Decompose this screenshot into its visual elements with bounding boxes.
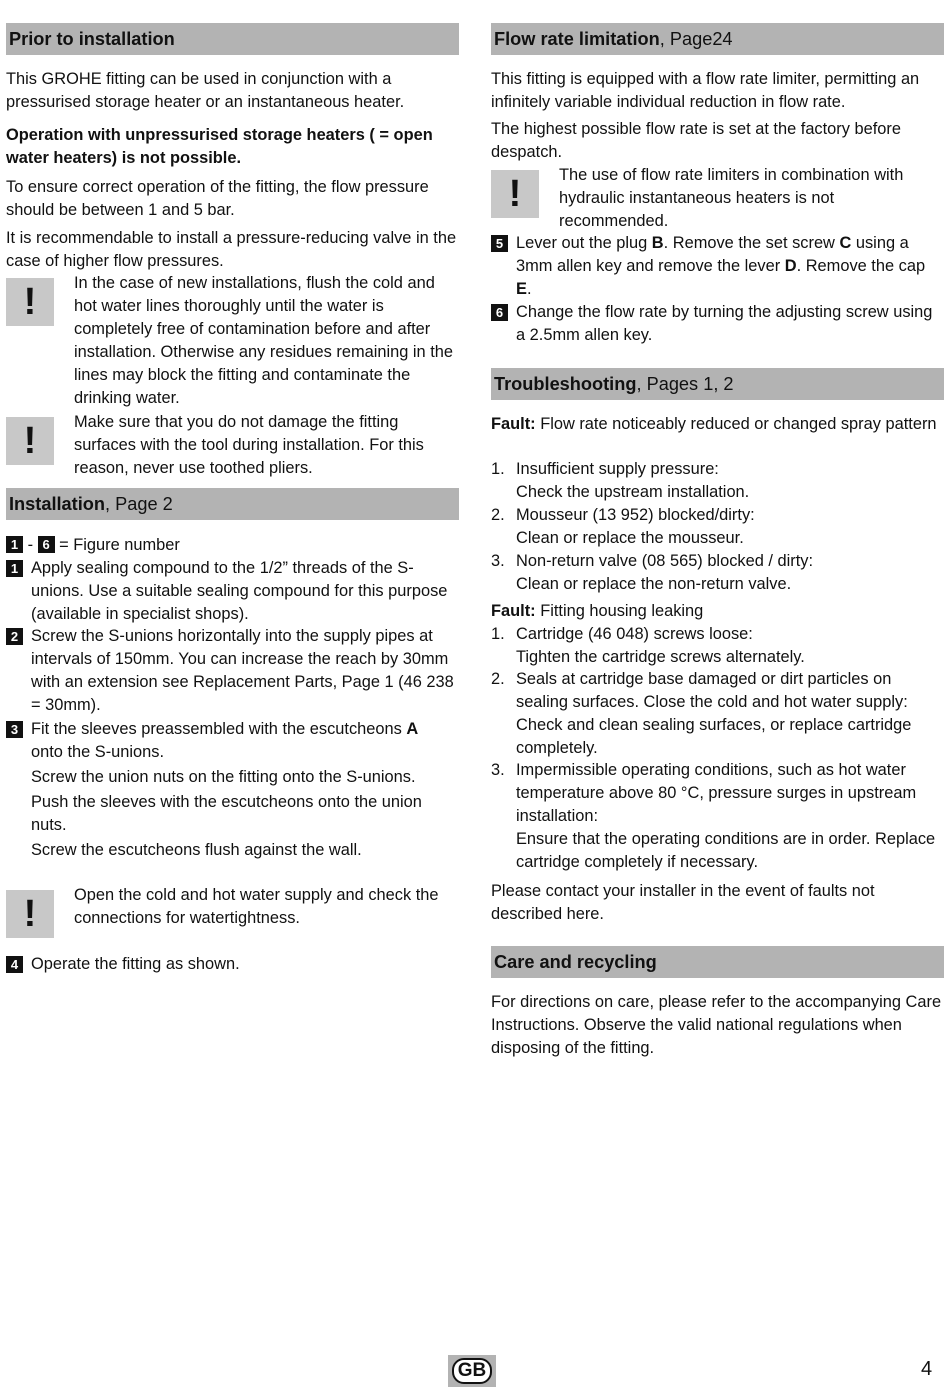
- step-6: 6 Change the flow rate by turning the adjusting screw using a 2.5mm allen key.: [491, 301, 944, 347]
- figure-badge: 1: [6, 560, 23, 577]
- fault-1: Fault: Flow rate noticeably reduced or changed spray pattern: [491, 415, 937, 433]
- step-2: 2 Screw the S-unions horizontally into the supply pipes at intervals of 150mm. You can increase the reach by 30mm with an extension see Replacement Parts, Page 1 (46 238 = 30mm).: [6, 625, 459, 717]
- figure-badge: 3: [6, 721, 23, 738]
- fault-1-item: 3. Non-return valve (08 565) blocked / dirty: Clean or replace the non-return valve.: [491, 552, 813, 593]
- fault-2-item: 1. Cartridge (46 048) screws loose: Tighten the cartridge screws alternately.: [491, 625, 805, 666]
- contact-installer: Please contact your installer in the event of faults not described here.: [491, 882, 875, 923]
- installation-heading: Installation, Page 2: [6, 488, 459, 520]
- prior-installation-heading: Prior to installation: [6, 23, 459, 55]
- warning-text-flush: In the case of new installations, flush the cold and hot water lines thoroughly until the water is completely free of contamination before and after installation. Otherwise any residues remaining in the lines may block the fitting and contaminate the drinking water.: [74, 274, 454, 407]
- step-1: 1 Apply sealing compound to the 1/2” threads of the S-unions. Use a suitable sealing compound for this purpose (available in specialist shops).: [6, 557, 459, 626]
- figure-badge: 6: [38, 536, 55, 553]
- step-5: 5 Lever out the plug B. Remove the set screw C using a 3mm allen key and remove the lever D. Remove the cap E.: [491, 232, 944, 301]
- warning-icon: !: [6, 890, 54, 938]
- step-3-flush-wall: Screw the escutcheons flush against the wall.: [31, 841, 362, 859]
- figure-badge: 6: [491, 304, 508, 321]
- care-paragraph: For directions on care, please refer to the accompanying Care Instructions. Observe the valid national regulations when disposing of the fitting.: [491, 993, 942, 1057]
- flow-paragraph-1: This fitting is equipped with a flow rate limiter, permitting an infinitely variable individual reduction in flow rate.: [491, 70, 920, 111]
- flow-paragraph-2: The highest possible flow rate is set at the factory before despatch.: [491, 120, 901, 161]
- fault-2-item: 3. Impermissible operating conditions, such as hot water temperature above 80 °C, pressure surges in upstream installation: Ensure that the operating conditions are in order. Replace cartridge completely if necessary.: [491, 761, 936, 871]
- figure-badge: 5: [491, 235, 508, 252]
- warning-text-tool: Make sure that you do not damage the fitting surfaces with the tool during installation. For this reason, never use toothed pliers.: [74, 413, 424, 477]
- prior-paragraph-1: This GROHE fitting can be used in conjunction with a pressurised storage heater or an instantaneous heater.: [6, 70, 405, 111]
- country-badge: [448, 1355, 496, 1387]
- figure-badge: 4: [6, 956, 23, 973]
- fault-1-item: 2. Mousseur (13 952) blocked/dirty: Clean or replace the mousseur.: [491, 506, 755, 547]
- prior-paragraph-2: Operation with unpressurised storage heaters ( = open water heaters) is not possible.: [6, 126, 433, 167]
- warning-icon: !: [6, 417, 54, 465]
- figure-badge: 2: [6, 628, 23, 645]
- figure-number-legend: 1 - 6 = Figure number: [6, 534, 459, 557]
- figure-badge: 1: [6, 536, 23, 553]
- prior-paragraph-3: To ensure correct operation of the fitting, the flow pressure should be between 1 and 5 bar.: [6, 178, 429, 219]
- fault-1-item: 1. Insufficient supply pressure: Check the upstream installation.: [491, 460, 750, 501]
- page-number: 4: [921, 1358, 933, 1380]
- flow-rate-heading: Flow rate limitation, Page24: [491, 23, 944, 55]
- care-recycling-heading: Care and recycling: [491, 946, 944, 978]
- troubleshooting-heading: Troubleshooting, Pages 1, 2: [491, 368, 944, 400]
- warning-text-flow-limiter: The use of flow rate limiters in combination with hydraulic instantaneous heaters is not recommended.: [559, 166, 904, 230]
- warning-icon: !: [491, 170, 539, 218]
- step-3-union-nuts: Screw the union nuts on the fitting onto the S-unions.: [31, 768, 416, 786]
- warning-text-watertight: Open the cold and hot water supply and check the connections for watertightness.: [74, 886, 439, 927]
- step-3: 3 Fit the sleeves preassembled with the escutcheons A onto the S-unions.: [6, 718, 459, 764]
- step-3-push-sleeves: Push the sleeves with the escutcheons onto the union nuts.: [31, 793, 422, 834]
- country-code: GB: [452, 1358, 492, 1384]
- fault-2: Fault: Fitting housing leaking: [491, 602, 704, 620]
- prior-paragraph-4: It is recommendable to install a pressure-reducing valve in the case of higher flow pressures.: [6, 229, 457, 270]
- fault-2-item: 2. Seals at cartridge base damaged or dirt particles on sealing surfaces. Close the cold and hot water supply: Check and clean sealing surfaces, or replace cartridge completely.: [491, 670, 912, 757]
- step-4: 4 Operate the fitting as shown.: [6, 953, 459, 976]
- warning-icon: !: [6, 278, 54, 326]
